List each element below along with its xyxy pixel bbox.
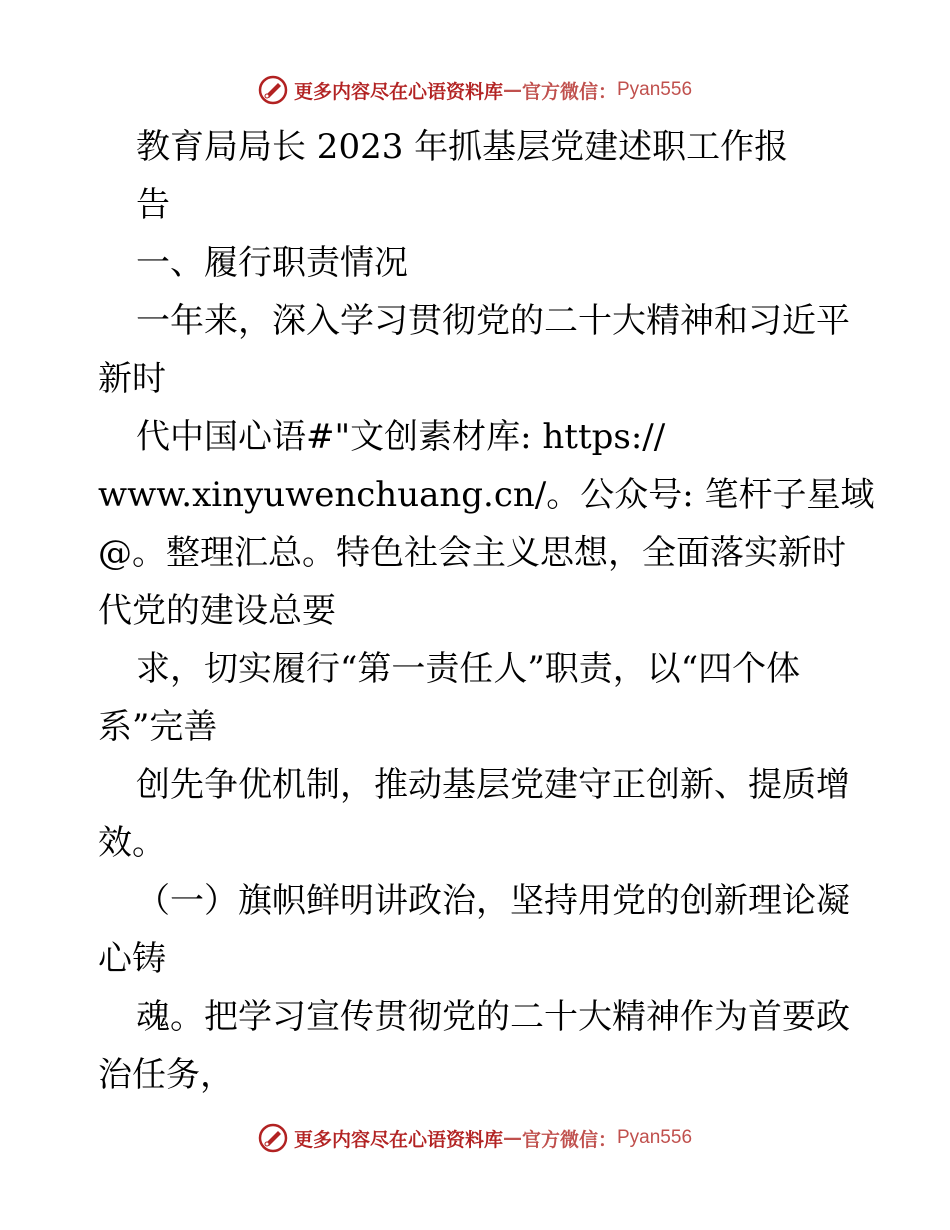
document-line: 魂。把学习宣传贯彻党的二十大精神作为首要政 — [136, 997, 850, 1037]
document-line: @。整理汇总。特色社会主义思想，全面落实新时 — [98, 533, 846, 573]
banner-dash: — — [502, 79, 522, 101]
footer-banner[interactable] — [0, 1118, 950, 1158]
document-line: 新时 — [98, 359, 166, 399]
document-line: 告 — [136, 185, 170, 225]
document-line: 求，切实履行“第一责任人”职责，以“四个体 — [136, 649, 801, 689]
document-line: 一年来，深入学习贯彻党的二十大精神和习近平 — [136, 301, 850, 341]
document-line: 系”完善 — [98, 707, 218, 747]
header-banner[interactable] — [0, 70, 950, 110]
banner-slogan: 更多内容尽在心语资料库 — [293, 80, 503, 103]
document-line: 代中国心语#"文创素材库: https:// — [136, 417, 666, 457]
banner-dash: — — [502, 1127, 522, 1149]
document-body — [98, 118, 875, 1104]
banner-contact-label: 官方微信： — [521, 80, 617, 103]
document-line: 教育局局长 2023 年抓基层党建述职工作报 — [136, 127, 789, 167]
document-line: 治任务， — [98, 1055, 234, 1095]
document-line: 心铸 — [98, 939, 166, 979]
brand-logo-icon — [258, 75, 288, 105]
document-line: 创先争优机制，推动基层党建守正创新、提质增 — [136, 765, 850, 805]
document-line: 代党的建设总要 — [98, 591, 336, 631]
document-line: 效。 — [98, 823, 166, 863]
banner-slogan: 更多内容尽在心语资料库 — [293, 1128, 503, 1151]
banner-contact-label: 官方微信： — [521, 1128, 617, 1151]
banner-contact-id: Pyan556 — [617, 1127, 693, 1148]
brand-logo-icon — [258, 1123, 288, 1153]
document-line: www.xinyuwenchuang.cn/。公众号: 笔杆子星域 — [98, 475, 875, 515]
document-line: 一、履行职责情况 — [136, 243, 408, 283]
banner-contact-id: Pyan556 — [617, 79, 693, 100]
document-line: （一）旗帜鲜明讲政治，坚持用党的创新理论凝 — [136, 881, 850, 921]
